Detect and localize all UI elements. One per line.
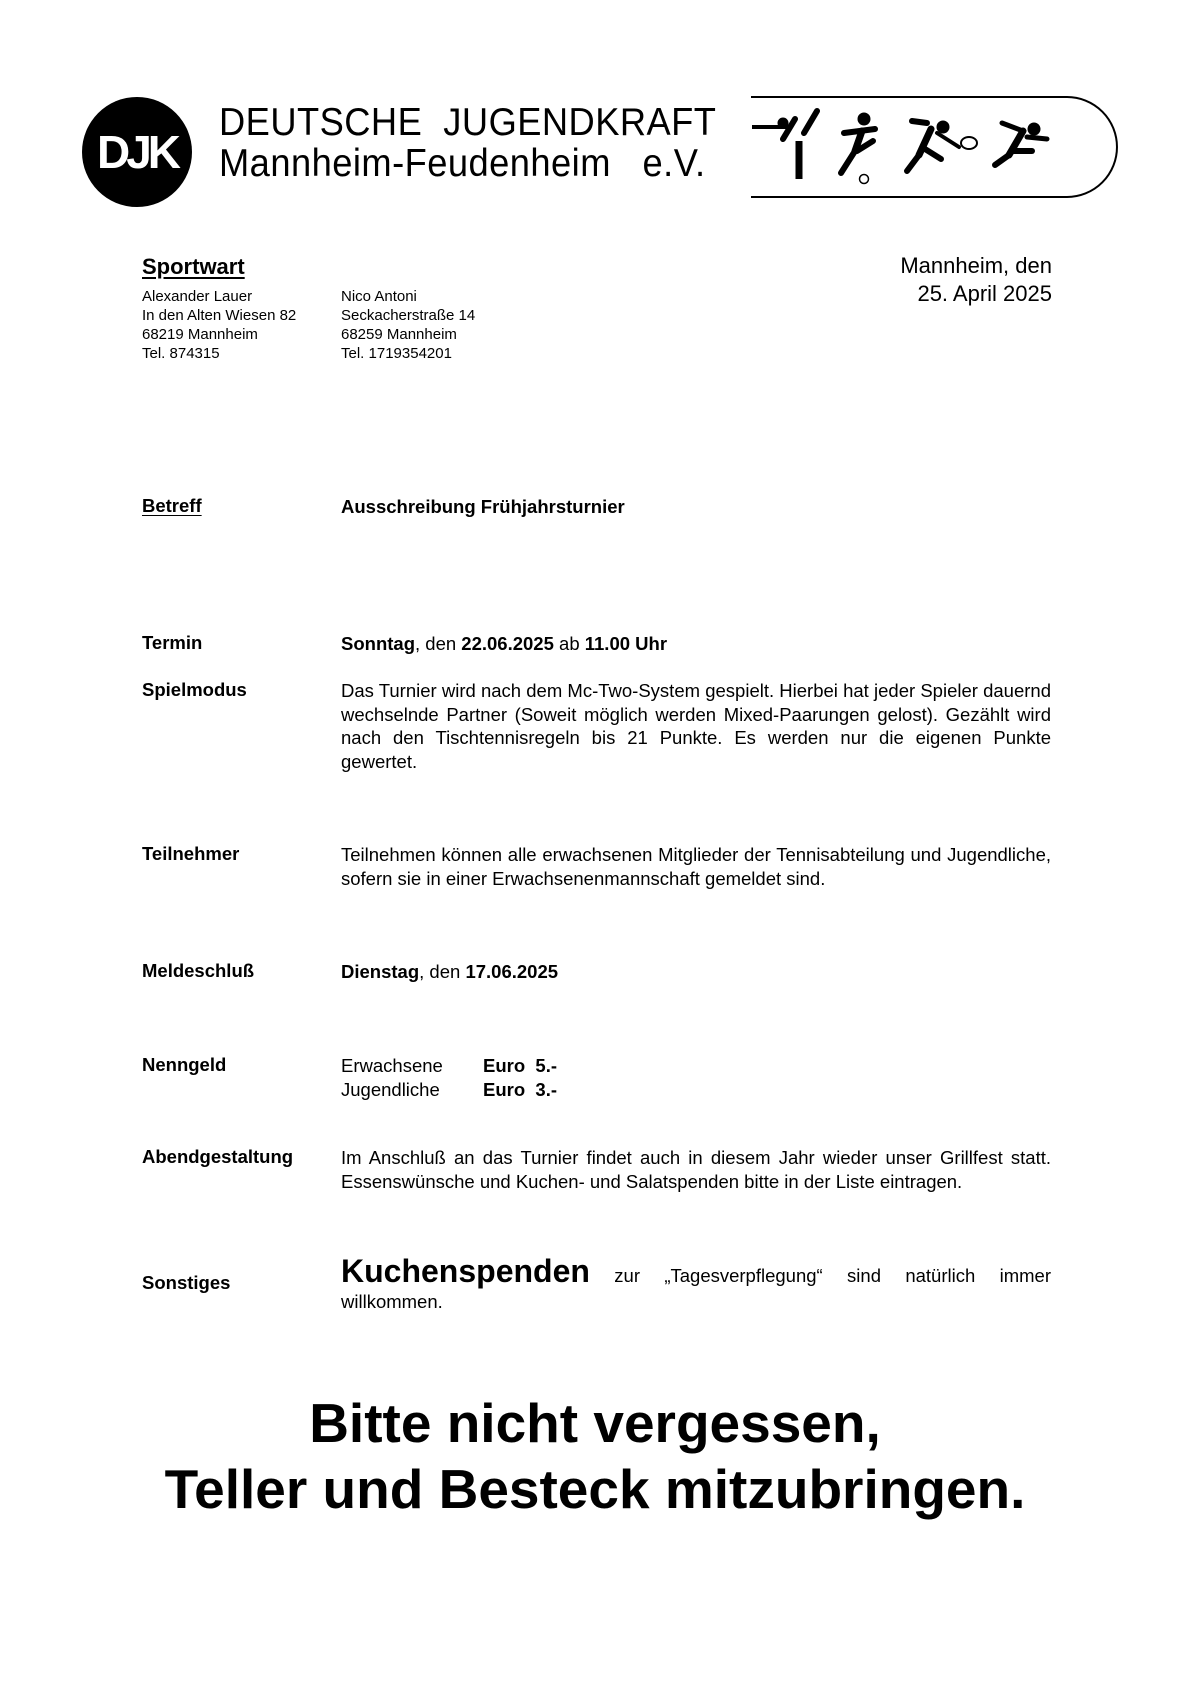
- org-name-line1: DEUTSCHE JUGENDKRAFT: [219, 101, 717, 144]
- place-and-date: [900, 252, 1052, 308]
- sports-pictograms-icon: [747, 93, 1122, 201]
- termin-den: , den: [415, 633, 462, 654]
- teilnehmer-text: Teilnehmen können alle erwachsenen Mitglieder der Tennisabteilung und Jugendliche, sofern sie in einer Erwachsenenmannschaft gemeldet sind.: [341, 844, 1051, 889]
- djk-logo-text: DJK: [96, 126, 178, 178]
- label-meldeschluss: Meldeschluß: [142, 960, 255, 981]
- label-spielmodus: Spielmodus: [142, 679, 247, 700]
- contact-city: 68219 Mannheim: [142, 326, 258, 343]
- contact-street: In den Alten Wiesen 82: [142, 307, 297, 324]
- label-nenngeld: Nenngeld: [142, 1054, 227, 1075]
- nenngeld-table: [341, 1054, 1051, 1101]
- contact-city: 68259 Mannheim: [341, 326, 457, 343]
- sonstiges-text: [341, 1253, 1051, 1315]
- letter-date: 25. April 2025: [917, 281, 1052, 306]
- contact-block-lauer: [142, 287, 296, 363]
- meldeschluss-date: 17.06.2025: [465, 961, 559, 982]
- org-name-line2: Mannheim-Feudenheim e.V.: [219, 142, 706, 185]
- closing-line2: Teller und Besteck mitzubringen.: [164, 1458, 1026, 1520]
- fee-amount-adults: Euro 5.-: [483, 1055, 558, 1076]
- label-termin: Termin: [142, 632, 203, 653]
- termin-value: [341, 632, 1051, 656]
- place-text: Mannheim, den: [900, 253, 1052, 278]
- fee-group-youth: Jugendliche: [341, 1078, 440, 1100]
- sportwart-heading: Sportwart: [142, 254, 245, 279]
- sports-pictogram-banner: [747, 93, 1122, 201]
- meldeschluss-value: [341, 960, 1051, 984]
- termin-ab: ab: [553, 633, 585, 654]
- label-betreff: Betreff: [142, 495, 202, 516]
- runner-icon: [995, 123, 1047, 165]
- abendgestaltung-text: Im Anschluß an das Turnier findet auch in diesem Jahr wieder unser Grillfest statt. Essenswünsche und Kuchen- und Salatspenden bitte in der Liste eintragen.: [341, 1147, 1051, 1192]
- tennis-player-icon: [907, 121, 977, 171]
- subject-value: Ausschreibung Frühjahrsturnier: [341, 496, 625, 517]
- football-icon: [841, 113, 875, 184]
- contact-block-antoni: [341, 287, 475, 363]
- termin-time: 11.00 Uhr: [584, 633, 668, 654]
- label-sonstiges: Sonstiges: [142, 1272, 231, 1293]
- djk-logo-mark: [82, 97, 192, 207]
- meldeschluss-day: Dienstag: [341, 961, 420, 982]
- termin-date: 22.06.2025: [461, 633, 554, 654]
- kuchenspenden-highlight: Kuchenspenden: [341, 1253, 590, 1289]
- contact-phone: Tel. 874315: [142, 345, 220, 362]
- contact-name: Alexander Lauer: [142, 288, 253, 305]
- fee-amount-youth: Euro 3.-: [483, 1078, 558, 1100]
- djk-logo: [82, 97, 192, 207]
- label-teilnehmer: Teilnehmer: [142, 843, 240, 864]
- label-abendgestaltung: Abendgestaltung: [142, 1146, 294, 1167]
- contact-street: Seckacherstraße 14: [341, 307, 476, 324]
- contact-phone: Tel. 1719354201: [341, 345, 452, 362]
- termin-day: Sonntag: [341, 633, 415, 654]
- table-tennis-icon: [752, 111, 817, 179]
- spielmodus-text: Das Turnier wird nach dem Mc-Two-System gespielt. Hierbei hat jeder Spieler dauernd wechselnde Partner (Soweit möglich werden Mixed-Paarungen gelost). Gezählt wird nach den Tischtennisregeln bis 21 Punkte. Es werden nur die eigenen Punkte gewertet.: [341, 680, 1051, 772]
- meldeschluss-den: , den: [419, 961, 466, 982]
- closing-line1: Bitte nicht vergessen,: [309, 1392, 881, 1454]
- closing-reminder: [0, 1390, 1190, 1522]
- contact-name: Nico Antoni: [341, 288, 417, 305]
- organization-name: [219, 102, 716, 184]
- sonstiges-rest: zur „Tagesverpflegung“ sind natürlich immer willkommen.: [341, 1265, 1051, 1312]
- fee-group-adults: Erwachsene: [341, 1055, 443, 1076]
